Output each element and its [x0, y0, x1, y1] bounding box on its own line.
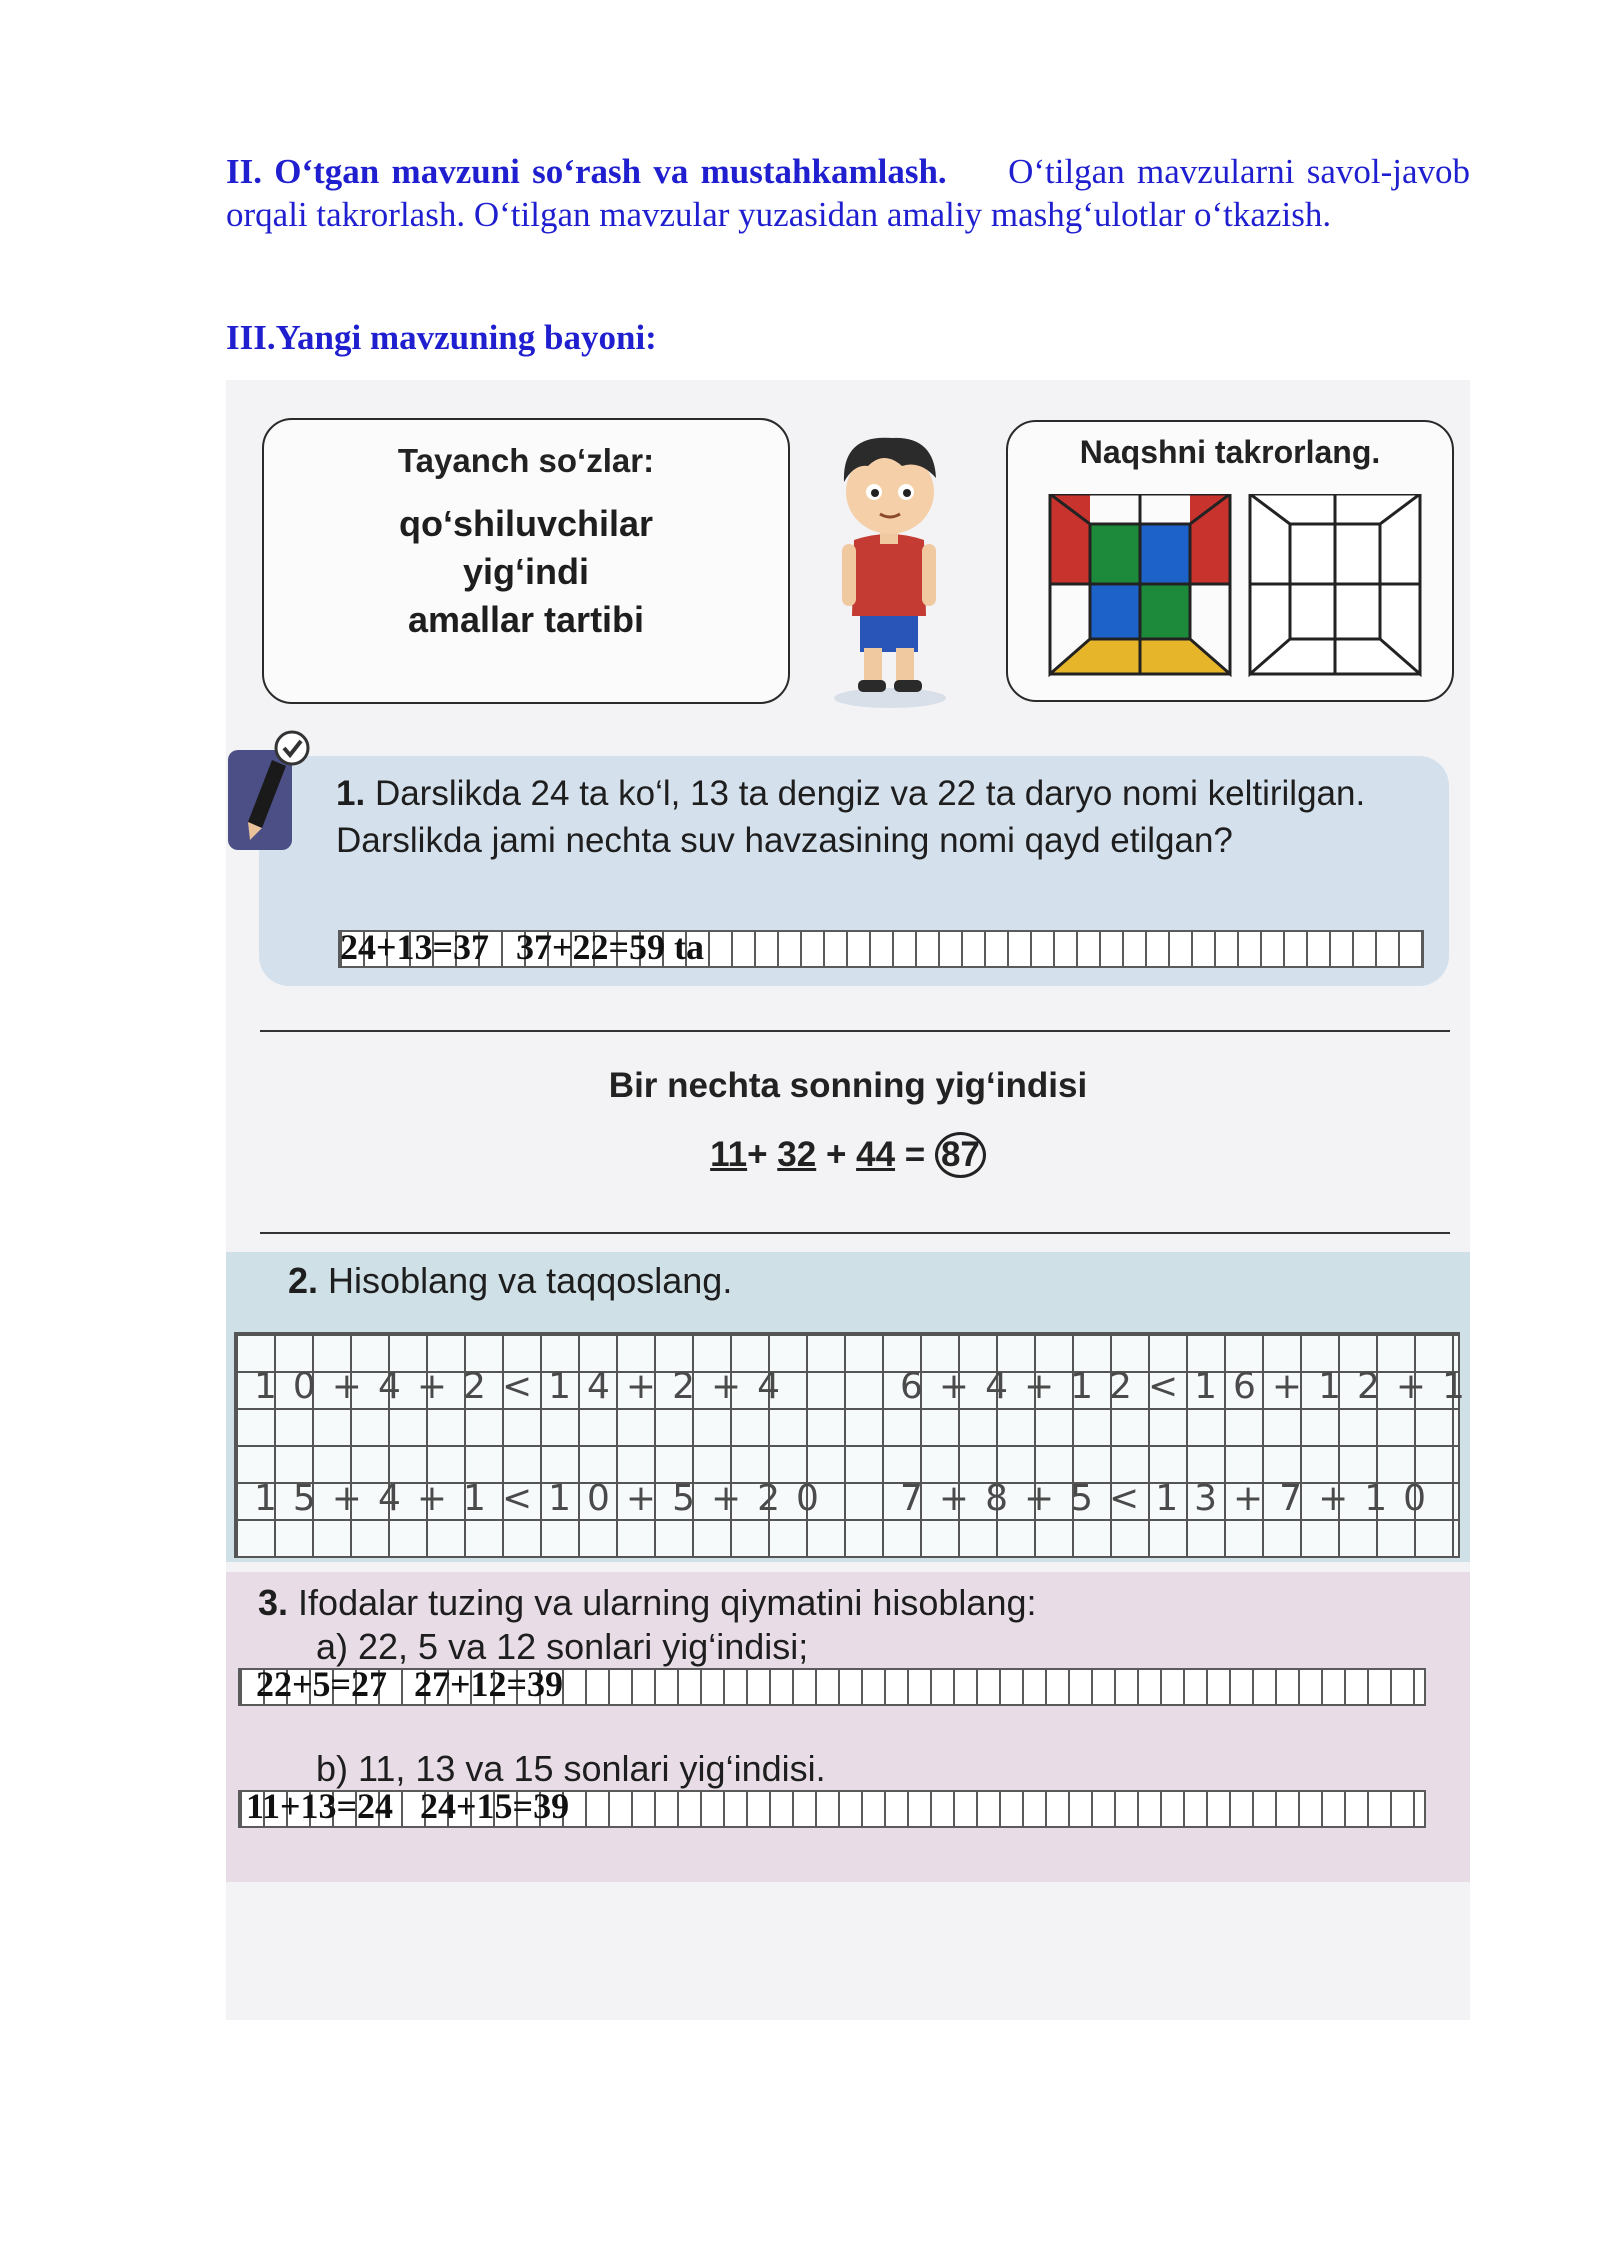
boy-illustration: [814, 420, 964, 710]
exercise-3b-label: b) 11, 13 va 15 sonlari yig‘indisi.: [316, 1748, 826, 1789]
exercise-2-title: 2. Hisoblang va taqqoslang.: [288, 1260, 733, 1301]
exercise-3a-answer: 22+5=27 27+12=39: [256, 1664, 564, 1704]
section-2-heading: II. O‘tgan mavzuni so‘rash va mustahkamlash.: [226, 152, 947, 191]
sum-result: 87: [935, 1132, 986, 1178]
section-2-body: O‘tilgan mavzularni savol-javob orqali takrorlash. O‘tilgan mavzular yuzasidan amaliy mashg‘ulotlar o‘tkazish.: [226, 152, 1470, 234]
exercise-1-number: 1.: [336, 774, 366, 813]
pattern-figures: [1020, 494, 1440, 684]
exercise-3-panel: [226, 1572, 1470, 1882]
section-3-heading: III.Yangi mavzuning bayoni:: [226, 318, 657, 357]
keyword: amallar tartibi: [407, 599, 645, 640]
pencil-icon: [228, 730, 310, 858]
section-2-paragraph: [226, 150, 1470, 236]
handwritten-comparison: 15+4+1<10+5+20: [254, 1478, 835, 1519]
colored-pattern: [1050, 494, 1230, 674]
empty-pattern: [1250, 494, 1420, 674]
exercise-3b-answer: 11+13=24 24+15=39: [246, 1786, 570, 1826]
pattern-box: [1006, 420, 1454, 702]
divider: [260, 1030, 1450, 1032]
exercise-3a-label: a) 22, 5 va 12 sonlari yig‘indisi;: [316, 1626, 809, 1667]
handwritten-comparison: 10+4+2<14+2+4: [254, 1366, 797, 1407]
handwritten-comparison: 7+8+5<13+7+10: [900, 1478, 1443, 1519]
exercise-1-answer: 24+13=37 37+22=59 ta: [340, 927, 705, 967]
sum-rule-expression: 11 + 32 + 44 = 87: [226, 1132, 1470, 1178]
keyword: yig‘indi: [463, 551, 589, 592]
pattern-title: Naqshni takrorlang.: [1079, 434, 1381, 470]
sum-rule-title: Bir nechta sonning yig‘indisi: [608, 1066, 1088, 1105]
keyword: qo‘shiluvchilar: [398, 503, 654, 544]
divider: [260, 1232, 1450, 1234]
textbook-page-photo: [226, 380, 1481, 2020]
exercise-2-panel: [226, 1252, 1481, 1562]
exercise-1-text: 1. Darslikda 24 ta ko‘l, 13 ta dengiz va 22 ta daryo nomi keltirilgan. Darslikda jami nechta suv havzasining nomi qayd etilgan?: [336, 774, 1366, 860]
exercise-2-grid[interactable]: [234, 1332, 1481, 1558]
exercise-3-title: 3. Ifodalar tuzing va ularning qiymatini hisoblang:: [258, 1582, 1037, 1623]
handwritten-comparison: 6+4+12<16+12+1: [900, 1366, 1481, 1407]
keywords-box: [262, 418, 790, 704]
keywords-title: Tayanch so‘zlar:: [397, 442, 655, 479]
